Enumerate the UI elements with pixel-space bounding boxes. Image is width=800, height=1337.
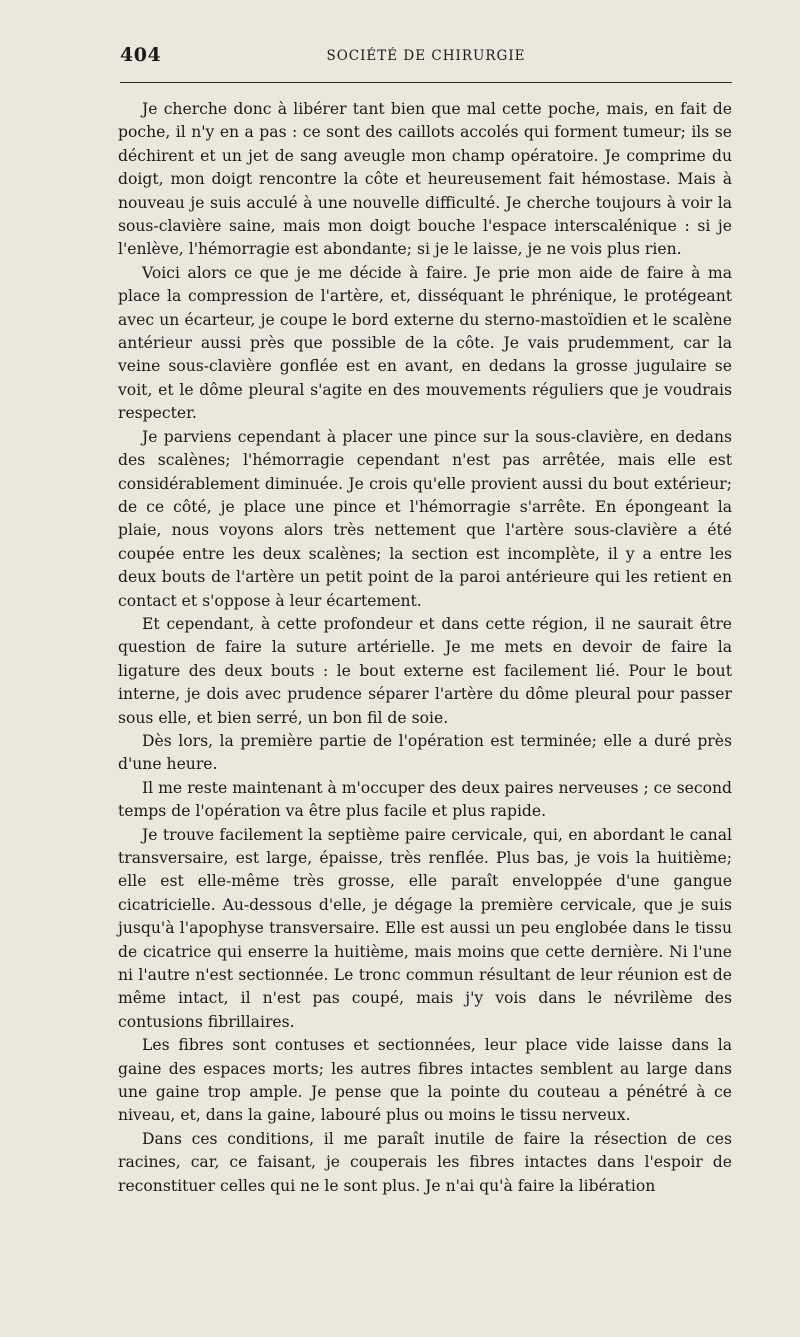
paragraph: Et cependant, à cette profondeur et dans cette région, il ne saurait être question de faire la suture artérielle. Je me mets en devoir de faire la ligature des deux bouts : le bout externe est facilement lié. Pour le bout interne, je dois avec prudence séparer l'artère du dôme pleural pour passer sous elle, et bien serré, un bon fil de soie. <box>118 614 732 727</box>
page-header <box>120 42 732 70</box>
paragraph: Je trouve facilement la septième paire cervicale, qui, en abordant le canal transversaire, est large, épaisse, très renflée. Plus bas, je vois la huitième; elle est elle-même très grosse, elle paraît enveloppée d'une gangue cicatricielle. Au-dessous d'elle, je dégage la première cervicale, que je suis jusqu'à l'apophyse transversaire. Elle est aussi un peu englobée dans le tissu de cicatrice qui enserre la huitième, mais moins que cette dernière. Ni l'une ni l'autre n'est sectionnée. Le tronc commun résultant de leur réunion est de même intact, il n'est pas coupé, mais j'y vois dans le névrilème des contusions fibrillaires. <box>118 825 732 1031</box>
paragraph: Les fibres sont contuses et sectionnées, leur place vide laisse dans la gaine des espaces morts; les autres fibres intactes semblent au large dans une gaine trop ample. Je pense que la pointe du couteau a pénétré à ce niveau, et, dans la gaine, labouré plus ou moins le tissu nerveux. <box>118 1036 732 1125</box>
paragraph: Voici alors ce que je me décide à faire. Je prie mon aide de faire à ma place la compression de l'artère, et, disséquant le phrénique, le protégeant avec un écarteur, je coupe le bord externe du sterno-mastoïdien et le scalène antérieur aussi près que possible de la côte. Je vais prudemment, car la veine sous-clavière gonflée est en avant, en dedans la grosse jugulaire se voit, et le dôme pleural s'agite en des mouvements réguliers que je voudrais respecter. <box>118 263 732 423</box>
header-rule <box>120 82 732 83</box>
page-number: 404 <box>120 44 162 66</box>
paragraph: Dans ces conditions, il me paraît inutile de faire la résection de ces racines, car, ce faisant, je couperais les fibres intactes dans l'espoir de reconstituer celles qui ne le sont plus. Je n'ai qu'à faire la libération <box>118 1129 732 1195</box>
running-title: SOCIÉTÉ DE CHIRURGIE <box>326 48 526 64</box>
paragraph: Je cherche donc à libérer tant bien que mal cette poche, mais, en fait de poche, il n'y en a pas : ce sont des caillots accolés qui forment tumeur; ils se déchirent et un jet de sang aveugle mon champ opératoire. Je comprime du doigt, mon doigt rencontre la côte et heureusement fait hémostase. Mais à nouveau je suis acculé à une nouvelle difficulté. Je cherche toujours à voir la sous-clavière saine, mais mon doigt bouche l'espace interscalénique : si je l'enlève, l'hémorragie est abondante; si je le laisse, je ne vois plus rien. <box>118 100 732 259</box>
body-text <box>118 98 732 1198</box>
paragraph: Il me reste maintenant à m'occuper des deux paires nerveuses ; ce second temps de l'opération va être plus facile et plus rapide. <box>118 778 732 821</box>
paragraph: Dès lors, la première partie de l'opération est terminée; elle a duré près d'une heure. <box>118 731 732 774</box>
paragraph: Je parviens cependant à placer une pince sur la sous-clavière, en dedans des scalènes; l'hémorragie cependant n'est pas arrêtée, mais elle est considérablement diminuée. Je crois qu'elle provient aussi du bout extérieur; de ce côté, je place une pince et l'hémorragie s'arrête. En épongeant la plaie, nous voyons alors très nettement que l'artère sous-clavière a été coupée entre les deux scalènes; la section est incomplète, il y a entre les deux bouts de l'artère un petit point de la paroi antérieure qui les retient en contact et s'oppose à leur écartement. <box>118 427 732 610</box>
